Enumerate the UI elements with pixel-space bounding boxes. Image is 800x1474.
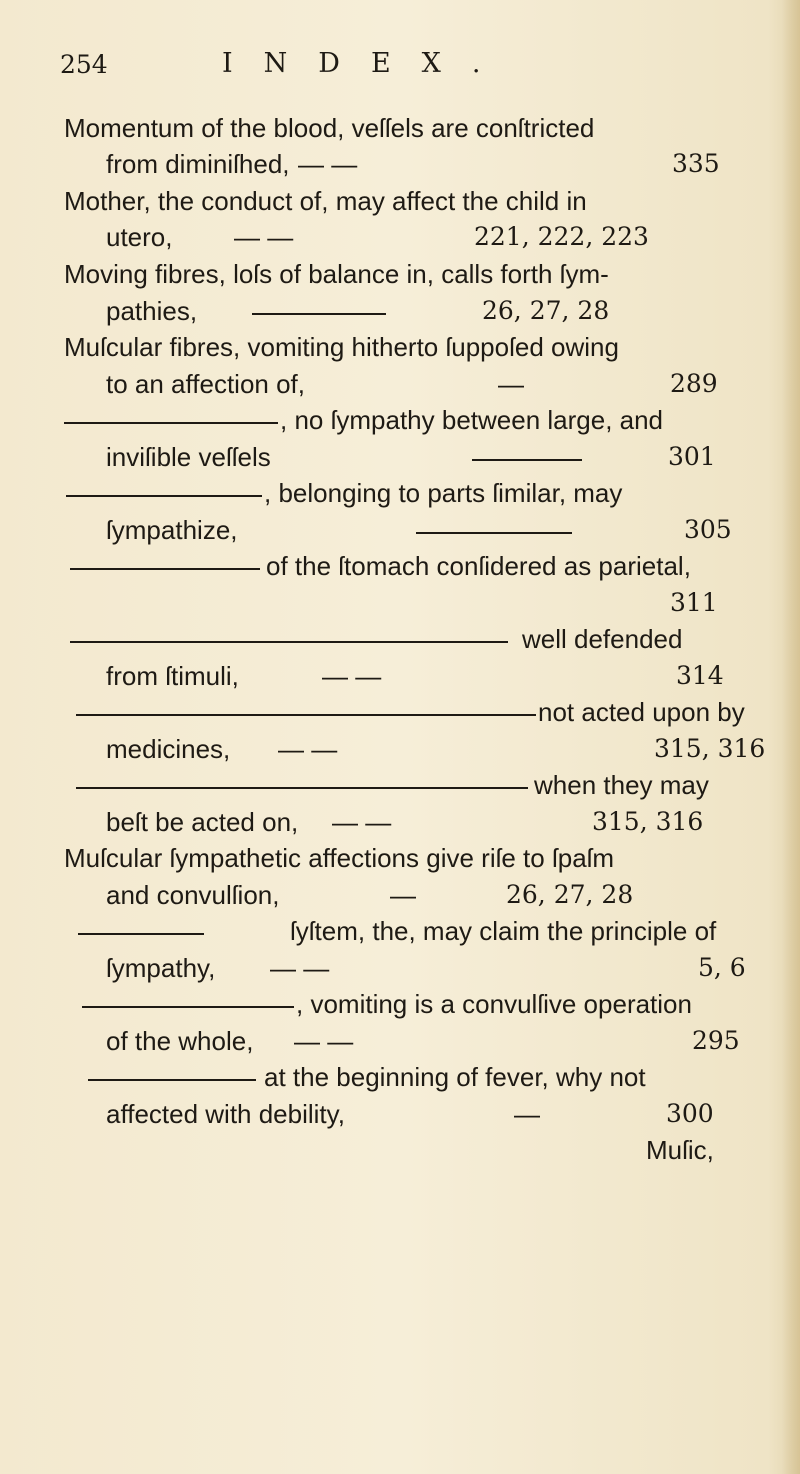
index-line [64, 254, 609, 294]
ditto-rule [88, 1079, 256, 1081]
leader-dashes: — [390, 880, 416, 910]
entry-text: from diminiſhed, [106, 149, 290, 179]
index-line [106, 1094, 714, 1134]
leader-dashes: — — [270, 953, 330, 983]
entry-text: from ſtimuli, [106, 661, 239, 691]
entry-text: at the beginning of fever, why not [264, 1062, 646, 1092]
leader-rule [472, 459, 582, 461]
page-reference: 221, 222, 223 [474, 222, 649, 251]
leader-dashes: — — [332, 807, 392, 837]
leader-rule [416, 532, 572, 534]
entry-text: Momentum of the blood, veſſels are conſtricted [64, 113, 595, 143]
index-line [64, 108, 594, 148]
entry-text: utero, [106, 222, 173, 252]
leader-dashes: — [514, 1099, 540, 1129]
entry-text: ſympathize, [106, 515, 238, 545]
leader-dashes: — — [322, 661, 382, 691]
ditto-rule [78, 933, 204, 935]
index-line [106, 948, 746, 988]
leader-dashes: — — [298, 149, 358, 179]
leader-rule [252, 313, 386, 315]
page-reference: 26, 27, 28 [506, 880, 634, 909]
index-line [64, 838, 614, 878]
page-reference: 301 [668, 442, 716, 471]
page-edge-shadow [782, 0, 800, 1474]
ditto-rule [82, 1006, 294, 1008]
entry-text: inviſible veſſels [106, 442, 271, 472]
entry-text: ſyſtem, the, may claim the principle of [290, 916, 717, 946]
page-reference: 295 [692, 1026, 740, 1055]
ditto-rule [70, 568, 260, 570]
page-reference: 305 [684, 515, 732, 544]
ditto-rule [64, 422, 278, 424]
page-reference: 315, 316 [592, 807, 704, 836]
page-reference: 335 [672, 149, 720, 178]
ditto-rule [66, 495, 262, 497]
entry-text: not acted upon by [538, 697, 745, 727]
entry-text: of the ſtomach conſidered as parietal, [266, 551, 691, 581]
leader-dashes: — [498, 369, 524, 399]
entry-text: Muſcular ſympathetic affections give riſe to ſpaſm [64, 843, 615, 873]
entry-text: of the whole, [106, 1026, 254, 1056]
index-line [106, 656, 724, 696]
page-reference: 26, 27, 28 [482, 296, 610, 325]
entry-text: and convulſion, [106, 880, 280, 910]
entry-text: , belonging to parts ſimilar, may [264, 478, 623, 508]
page-number: 254 [60, 50, 108, 79]
leader-dashes: — — [278, 734, 338, 764]
entry-text: well defended [522, 624, 683, 654]
page-reference: 300 [666, 1099, 714, 1128]
entry-text: Moving fibres, loſs of balance in, calls forth ſym- [64, 259, 609, 289]
index-line [64, 181, 587, 221]
ditto-rule [76, 787, 528, 789]
page-reference: 5, 6 [698, 953, 746, 982]
index-line [106, 144, 720, 184]
index-title: INDEX. [222, 48, 512, 79]
entry-text: medicines, [106, 734, 231, 764]
index-line [106, 1021, 740, 1061]
index-line [106, 729, 766, 769]
index-line [106, 291, 610, 331]
entry-text: , no ſympathy between large, and [280, 405, 664, 435]
page-reference: 311 [670, 588, 718, 617]
index-line [106, 875, 634, 915]
ditto-rule [76, 714, 536, 716]
entry-text: ſympathy, [106, 953, 216, 983]
entry-text: beſt be acted on, [106, 807, 299, 837]
page-reference: 314 [676, 661, 724, 690]
entry-text: to an affection of, [106, 369, 305, 399]
page-header [60, 48, 740, 88]
entry-text: affected with debility, [106, 1099, 345, 1129]
entry-text: pathies, [106, 296, 198, 326]
index-line [106, 510, 732, 550]
index-line [64, 327, 619, 367]
index-line [106, 217, 649, 257]
index-line [106, 364, 718, 404]
leader-dashes: — — [234, 222, 294, 252]
entry-text: , vomiting is a convulſive operation [296, 989, 692, 1019]
leader-dashes: — — [294, 1026, 354, 1056]
page-reference: 289 [670, 369, 718, 398]
index-line [106, 437, 716, 477]
entry-text: Muſic, [646, 1135, 714, 1165]
index-line [106, 802, 704, 842]
entry-text: Mother, the conduct of, may affect the child in [64, 186, 587, 216]
ditto-rule [70, 641, 508, 643]
entry-text: Muſcular fibres, vomiting hitherto ſuppoſed owing [64, 332, 619, 362]
entry-text: when they may [534, 770, 709, 800]
page-reference: 315, 316 [654, 734, 766, 763]
index-line [646, 1130, 714, 1170]
